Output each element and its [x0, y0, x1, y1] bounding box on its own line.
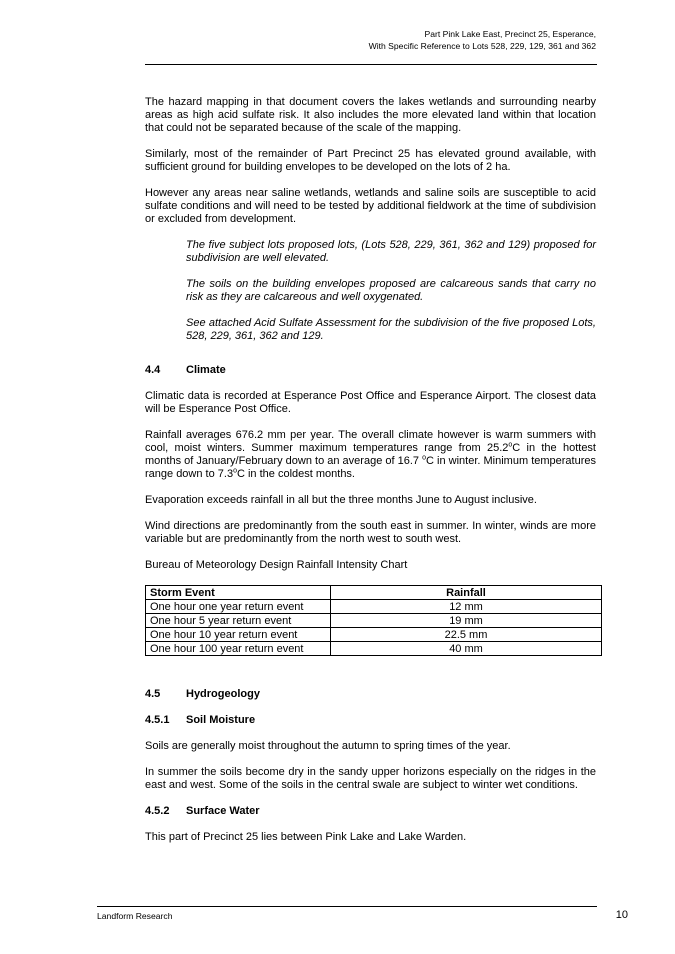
subsection-title: Surface Water: [186, 805, 260, 817]
running-header: [369, 28, 596, 52]
table-cell: One hour 10 year return event: [146, 628, 331, 642]
table-header-cell: Storm Event: [146, 586, 331, 600]
table-row: [146, 642, 602, 656]
table-row: [146, 628, 602, 642]
header-line-2: With Specific Reference to Lots 528, 229, 129, 361 and 362: [368, 41, 596, 51]
soil-paragraph-1: Soils are generally moist throughout the autumn to spring times of the year.: [145, 740, 511, 752]
table-header-row: [146, 586, 602, 600]
page-body: [145, 96, 596, 857]
section-heading-climate: [145, 364, 596, 377]
subsection-heading-soil-moisture: [145, 714, 596, 727]
section-title: Climate: [186, 364, 226, 376]
table-cell: 40 mm: [331, 642, 602, 656]
rainfall-intensity-table: [145, 585, 602, 656]
table-caption: Bureau of Meteorology Design Rainfall Intensity Chart: [145, 559, 408, 571]
soil-paragraph-2: In summer the soils become dry in the sandy upper horizons especially on the ridges in the east and west. Some of the soils in the central swale are subject to winter wet conditions.: [145, 766, 596, 791]
table-cell: One hour one year return event: [146, 600, 331, 614]
surface-paragraph-1: This part of Precinct 25 lies between Pink Lake and Lake Warden.: [145, 831, 467, 843]
header-rule: [145, 64, 597, 65]
intro-paragraph-3: However any areas near saline wetlands, wetlands and saline soils are susceptible to acid sulfate conditions and will need to be tested by additional fieldwork at the time of subdivision or excluded from development.: [145, 187, 596, 225]
header-line-1: Part Pink Lake East, Precinct 25, Esperance,: [424, 29, 596, 39]
climate-paragraph-1: Climatic data is recorded at Esperance Post Office and Esperance Airport. The closest data will be Esperance Post Office.: [145, 390, 596, 415]
table-header-cell: Rainfall: [331, 586, 602, 600]
table-cell: One hour 100 year return event: [146, 642, 331, 656]
table-row: [146, 600, 602, 614]
intro-paragraph-1: The hazard mapping in that document covers the lakes wetlands and surrounding nearby areas as high acid sulfate risk. It also includes the more elevated land within that location that could not be separated because of the scale of the mapping.: [145, 96, 596, 134]
table-cell: One hour 5 year return event: [146, 614, 331, 628]
intro-paragraph-2: Similarly, most of the remainder of Part Precinct 25 has elevated ground available, with sufficient ground for building envelopes to be developed on the lots of 2 ha.: [145, 148, 596, 173]
table-row: [146, 614, 602, 628]
page-number: 10: [615, 909, 628, 921]
subsection-number: 4.5.2: [145, 805, 170, 817]
section-number: 4.5: [145, 688, 161, 700]
table-cell: 12 mm: [331, 600, 602, 614]
subsection-number: 4.5.1: [145, 714, 170, 726]
section-number: 4.4: [145, 364, 161, 376]
subsection-heading-surface-water: [145, 805, 596, 818]
quote-paragraph-1: The five subject lots proposed lots, (Lots 528, 229, 361, 362 and 129) proposed for subdivision are well elevated.: [186, 239, 596, 264]
climate-paragraph-3: Evaporation exceeds rainfall in all but the three months June to August inclusive.: [145, 494, 537, 506]
section-heading-hydrogeology: [145, 688, 596, 701]
quote-paragraph-3: See attached Acid Sulfate Assessment for the subdivision of the five proposed Lots, 528, 229, 361, 362 and 129.: [186, 317, 596, 342]
footer-author: Landform Research: [97, 911, 173, 921]
quote-paragraph-2: The soils on the building envelopes proposed are calcareous sands that carry no risk as they are calcareous and well oxygenated.: [186, 278, 596, 303]
climate-paragraph-2: Rainfall averages 676.2 mm per year. The overall climate however is warm summers with cool, moist winters. Summer maximum temperatures range from 25.2$^o$C in the hottest months of January/February down to an average of 16.7 $^o$C in winter. Minimum temperatures range down to 7.3$^o$C in the coldest months.: [145, 429, 597, 480]
climate-paragraph-4: Wind directions are predominantly from the south east in summer. In winter, winds are more variable but are predominantly from the north west to south west.: [145, 520, 596, 545]
table-cell: 22.5 mm: [331, 628, 602, 642]
subsection-title: Soil Moisture: [186, 714, 256, 726]
section-title: Hydrogeology: [186, 688, 260, 700]
table-cell: 19 mm: [331, 614, 602, 628]
footer-rule: [97, 906, 597, 907]
